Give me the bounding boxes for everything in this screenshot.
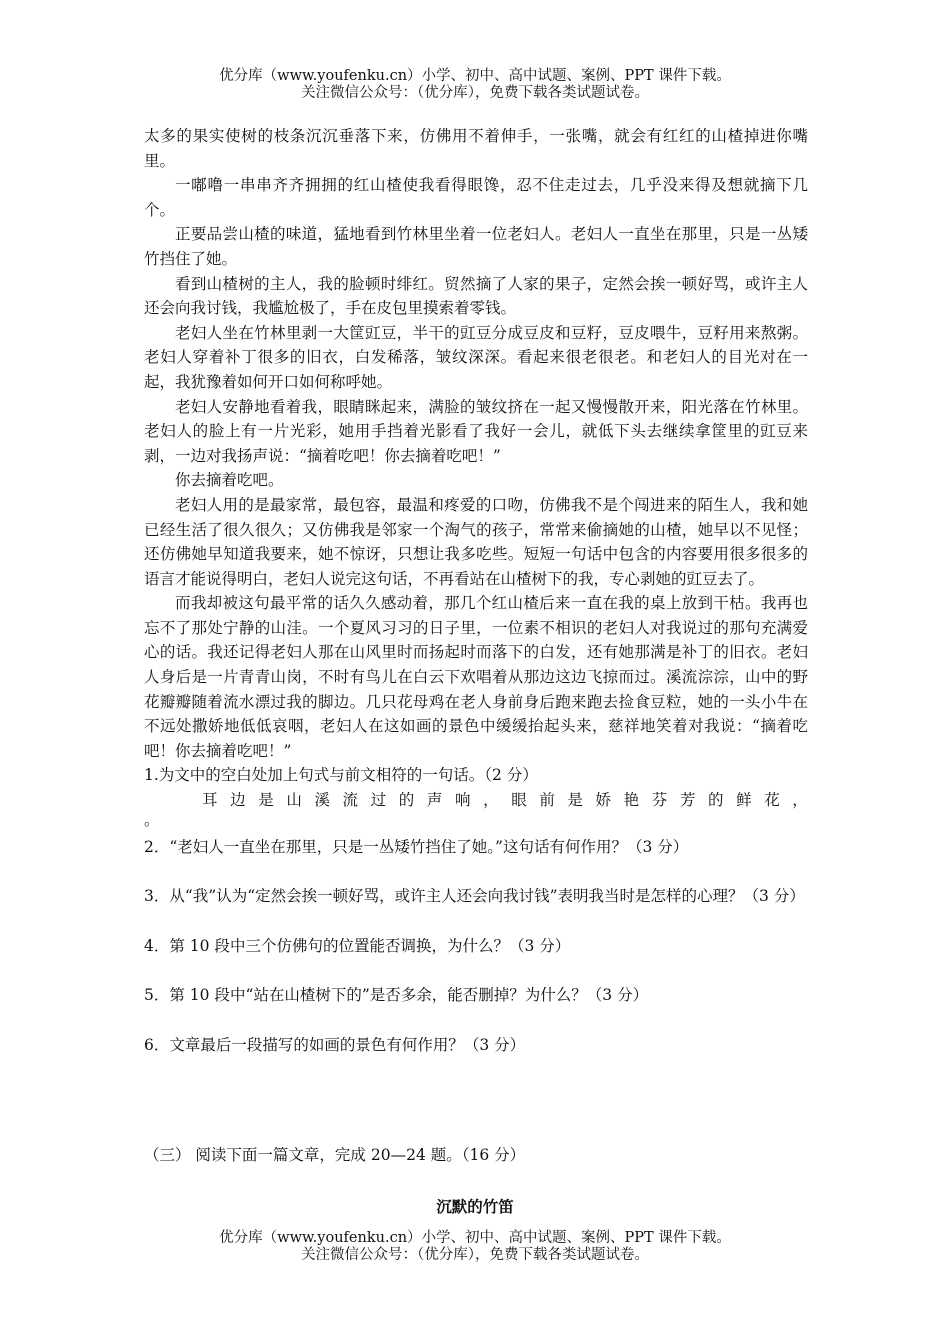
answer-char: 鲜	[736, 791, 752, 810]
answer-char: 耳	[202, 791, 218, 810]
answer-char: 响	[454, 791, 471, 810]
question-1: 1.为文中的空白处加上句式与前文相符的一句话。（2 分）	[144, 766, 538, 785]
question-2: 2．“老妇人一直坐在那里，只是一丛矮竹挡住了她。”这句话有何作用？（3 分）	[144, 837, 689, 856]
question-6: 6．文章最后一段描写的如画的景色有何作用？（3 分）	[144, 1036, 526, 1054]
answer-char: 山	[286, 791, 302, 810]
answer-char: 芳	[679, 791, 696, 810]
answer-char: 边	[230, 791, 246, 810]
answer-line-end: 。	[144, 810, 160, 829]
answer-char: 是	[258, 791, 274, 810]
answer-char: 花	[764, 791, 780, 810]
page-footer	[0, 1230, 950, 1264]
header-line-1: 优分库（www.youfenku.cn）小学、初中、高中试题、案例、PPT 课件下载。	[219, 68, 731, 84]
answer-char: 芬	[651, 791, 668, 810]
paragraph: 老妇人坐在竹林里剥一大筐豇豆，半干的豇豆分成豆皮和豆籽，豆皮喂牛，豆籽用来熬粥。老妇人穿着补丁很多的旧衣，白发稀落，皱纹深深。看起来很老很老。和老妇人的目光对在一起，我犹豫着如何开口如何称呼她。	[144, 323, 808, 391]
question-4: 4．第 10 段中三个仿佛句的位置能否调换，为什么？（3 分）	[144, 936, 571, 955]
answer-char: 的	[707, 791, 724, 810]
answer-char: 溪	[314, 791, 330, 810]
article-body	[144, 124, 808, 1058]
answer-char: 的	[398, 791, 415, 810]
question-5: 5．第 10 段中“站在山楂树下的”是否多余，能否删掉？为什么？（3 分）	[144, 986, 649, 1005]
question-3: 3．从“我”认为“定然会挨一顿好骂，或许主人还会向我讨钱”表明我当时是怎样的心理？（3 分）	[144, 887, 805, 906]
article-title: 沉默的竹笛	[436, 1197, 514, 1216]
paragraph: 正要品尝山楂的味道，猛地看到竹林里坐着一位老妇人。老妇人一直坐在那里，只是一丛矮竹挡住了她。	[144, 225, 808, 268]
answer-char: 前	[539, 791, 555, 810]
answer-char: 娇	[595, 791, 612, 810]
answer-char: 眼	[511, 791, 527, 810]
answer-char: 是	[567, 791, 583, 810]
paragraph: 老妇人安静地看着我，眼睛眯起来，满脸的皱纹挤在一起又慢慢散开来，阳光落在竹林里。老妇人的脸上有一片光彩，她用手挡着光影看了我好一会儿，就低下头去继续拿筐里的豇豆来剥，一边对我扬声说：“摘着吃吧！你去摘着吃吧！”	[144, 397, 808, 465]
answer-char: ，	[792, 791, 808, 810]
page-header	[0, 68, 950, 102]
paragraph: 而我却被这句最平常的话久久感动着，那几个红山楂后来一直在我的桌上放到干枯。我再也忘不了那处宁静的山洼。一个夏风习习的日子里，一位素不相识的老妇人对我说过的那句充满爱心的话。我还记得老妇人那在山风里时而扬起时而落下的白发，还有她那满是补丁的旧衣。老妇人身后是一片青青山岗，不时有鸟儿在白云下欢唱着从那边这边飞掠而过。溪流淙淙，山中的野花瓣瓣随着流水漂过我的脚边。几只花母鸡在老人身前身后跑来跑去捡食豆粒，她的一头小牛在不远处撒娇地低低哀咽，老妇人在这如画的景色中缓缓抬起头来，慈祥地笑着对我说：“摘着吃吧！你去摘着吃吧！”	[144, 594, 808, 760]
answer-char: ，	[483, 791, 499, 810]
paragraph: 一嘟噜一串串齐齐拥拥的红山楂使我看得眼馋，忍不住走过去，几乎没来得及想就摘下几个。	[144, 176, 808, 219]
paragraph: 老妇人用的是最家常，最包容，最温和疼爱的口吻，仿佛我不是个闯进来的陌生人，我和她已经生活了很久很久；又仿佛我是邻家一个淘气的孩子，常常来偷摘她的山楂，她早以不见怪；还仿佛她早知道我要来，她不惊讶，只想让我多吃些。短短一句话中包含的内容要用很多很多的语言才能说得明白，老妇人说完这句话，不再看站在山楂树下的我，专心剥她的豇豆去了。	[144, 495, 808, 588]
answer-char: 流	[342, 791, 359, 810]
paragraph: 太多的果实使树的枝条沉沉垂落下来，仿佛用不着伸手，一张嘴，就会有红红的山楂掉进你嘴里。	[144, 127, 808, 170]
answer-char: 声	[426, 791, 443, 810]
question-1-answer-line	[144, 788, 808, 813]
paragraph: 你去摘着吃吧。	[175, 471, 284, 490]
answer-char: 艳	[623, 791, 640, 810]
footer-line-1: 优分库（www.youfenku.cn）小学、初中、高中试题、案例、PPT 课件下载。	[219, 1230, 731, 1246]
answer-char: 过	[370, 791, 387, 810]
footer-line-2: 关注微信公众号：（优分库），免费下载各类试题试卷。	[301, 1247, 649, 1263]
section-heading: （三） 阅读下面一篇文章，完成 20—24 题。（16 分）	[144, 1146, 526, 1164]
header-line-2: 关注微信公众号：（优分库），免费下载各类试题试卷。	[301, 85, 649, 101]
paragraph: 看到山楂树的主人，我的脸顿时绯红。贸然摘了人家的果子，定然会挨一顿好骂，或许主人还会向我讨钱，我尴尬极了，手在皮包里摸索着零钱。	[144, 274, 808, 318]
